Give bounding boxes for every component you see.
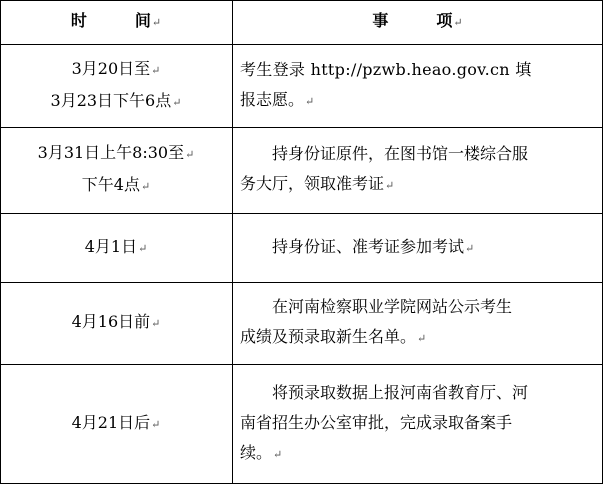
matter-cell — [232, 282, 603, 364]
column-divider — [232, 0, 233, 484]
header-time-label: 时 间 — [70, 11, 151, 30]
table-row — [0, 127, 603, 213]
paragraph-mark-icon: ↵ — [273, 448, 283, 461]
time-text: 下午4点 — [81, 175, 140, 194]
table-row — [0, 364, 603, 484]
matter-cell — [232, 44, 603, 127]
paragraph-mark-icon: ↵ — [185, 148, 195, 161]
matter-text: 考生登录 http://pzwb.heao.gov.cn 填 — [240, 59, 532, 79]
matter-text: 南省招生办公室审批，完成录取备案手 — [240, 413, 513, 432]
table-row — [0, 213, 603, 282]
table-header-row — [0, 0, 603, 44]
time-cell — [0, 213, 232, 282]
row-divider — [0, 364, 603, 365]
paragraph-mark-icon: ↵ — [151, 317, 161, 330]
row-divider — [0, 44, 603, 45]
paragraph-mark-icon: ↵ — [417, 332, 427, 345]
time-text: 3月20日至 — [71, 58, 151, 78]
row-divider — [0, 127, 603, 128]
matter-cell — [232, 213, 603, 282]
paragraph-mark-icon: ↵ — [172, 95, 182, 109]
matter-cell — [232, 127, 603, 213]
paragraph-mark-icon: ↵ — [140, 180, 151, 193]
paragraph-mark-icon: ↵ — [305, 94, 315, 108]
paragraph-mark-icon: ↵ — [151, 16, 162, 29]
matter-text: 报志愿。 — [240, 89, 305, 109]
paragraph-mark-icon: ↵ — [151, 418, 161, 431]
paragraph-mark-icon: ↵ — [385, 179, 395, 192]
time-text: 4月21日后 — [71, 413, 151, 432]
table-row — [0, 282, 603, 364]
time-cell — [0, 364, 232, 484]
paragraph-mark-icon: ↵ — [453, 16, 463, 29]
header-matter-label: 事 项 — [372, 11, 453, 30]
time-cell — [0, 44, 232, 127]
time-text: 4月16日前 — [71, 312, 151, 331]
table-border-top — [0, 0, 603, 1]
time-cell — [0, 127, 232, 213]
time-text: 3月23日下午6点 — [50, 90, 172, 110]
time-cell — [0, 282, 232, 364]
header-time-cell — [0, 0, 232, 44]
header-matter-cell — [232, 0, 603, 44]
time-text: 4月1日 — [84, 236, 138, 256]
matter-text: 持身份证原件，在图书馆一楼综合服 — [272, 144, 529, 163]
table-border-left — [0, 0, 1, 484]
matter-text: 在河南检察职业学院网站公示考生 — [272, 297, 513, 316]
matter-text: 将预录取数据上报河南省教育厅、河 — [272, 383, 529, 402]
time-text: 3月31日上午8:30至 — [37, 143, 185, 162]
paragraph-mark-icon: ↵ — [151, 63, 161, 77]
row-divider — [0, 213, 603, 214]
paragraph-mark-icon: ↵ — [138, 241, 148, 255]
matter-text: 成绩及预录取新生名单。 — [240, 327, 417, 346]
paragraph-mark-icon: ↵ — [465, 241, 475, 255]
table-row — [0, 44, 603, 127]
matter-text: 务大厅，领取准考证 — [240, 174, 385, 193]
row-divider — [0, 282, 603, 283]
matter-text: 续。 — [240, 443, 273, 462]
matter-cell — [232, 364, 603, 484]
matter-text: 持身份证、准考证参加考试 — [272, 236, 465, 256]
